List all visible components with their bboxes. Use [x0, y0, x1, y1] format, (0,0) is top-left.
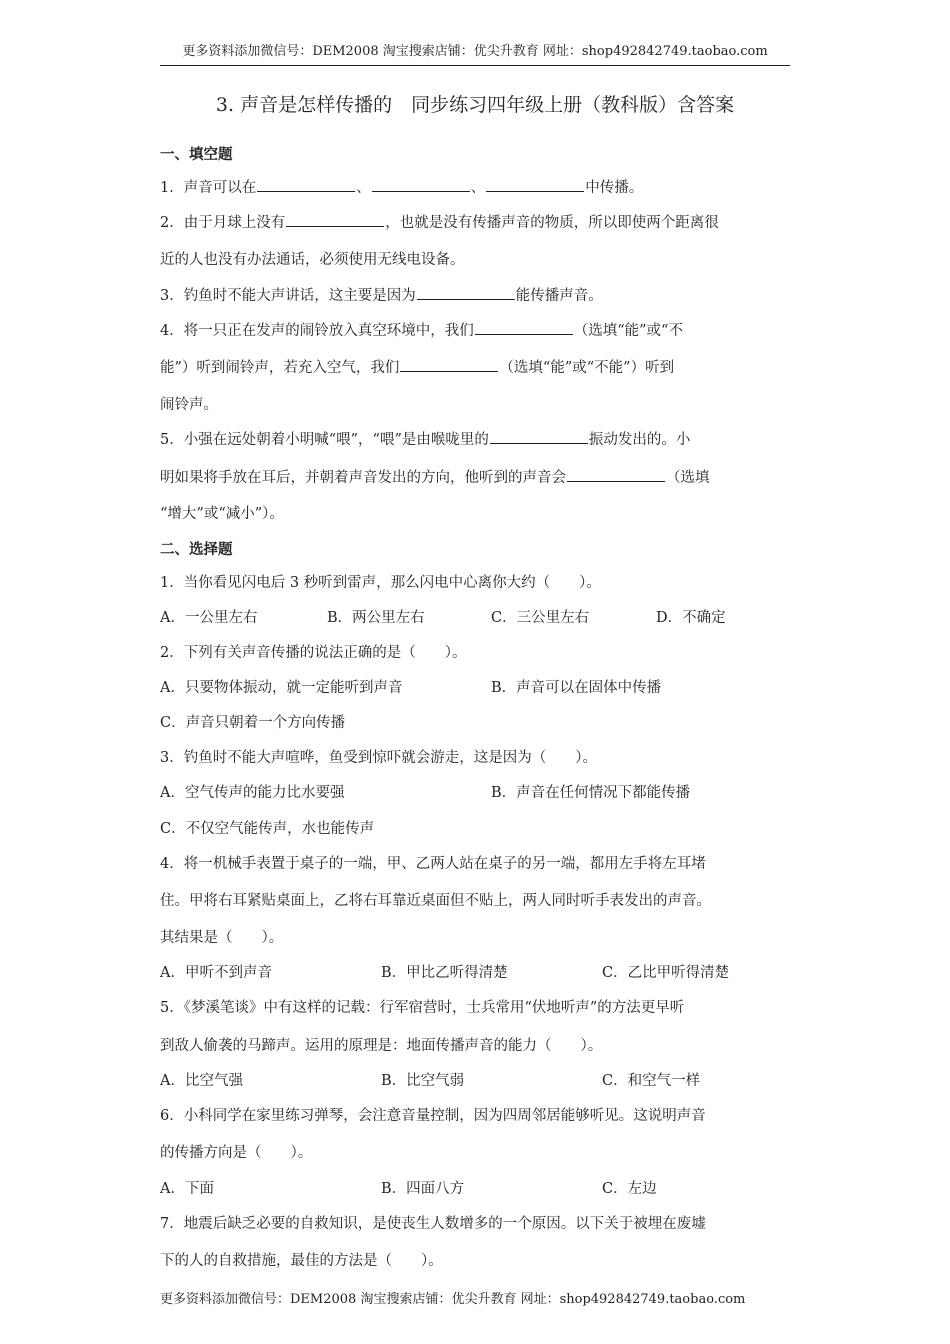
choice-4-option-c[interactable]: C．乙比甲听得清楚 [602, 965, 730, 981]
choice-5-option-b[interactable]: B．比空气弱 [381, 1073, 465, 1089]
q-text: 中传播。 [585, 180, 644, 196]
fill-question-2 [160, 211, 719, 232]
q-text: 、 [356, 180, 371, 196]
fill-question-1 [160, 176, 643, 197]
choice-6-option-b[interactable]: B．四面八方 [381, 1181, 465, 1197]
choice-2-option-a[interactable]: A．只要物体振动，就一定能听到声音 [160, 680, 403, 696]
choice-3-option-a[interactable]: A．空气传声的能力比水要强 [160, 785, 345, 801]
choice-question-4-end: 其结果是（ ）。 [160, 930, 284, 946]
choice-1-option-b[interactable]: B．两公里左右 [327, 610, 425, 626]
choice-1-option-c[interactable]: C．三公里左右 [491, 610, 590, 626]
q-text: 能”）听到闹铃声，若充入空气，我们 [160, 360, 400, 376]
choice-4-option-a[interactable]: A．甲听不到声音 [160, 965, 272, 981]
choice-question-2: 2．下列有关声音传播的说法正确的是（ ）。 [160, 645, 467, 661]
section-fill-in-blank-heading: 一、填空题 [160, 147, 233, 163]
answer-blank[interactable] [400, 357, 498, 372]
section-multiple-choice-heading: 二、选择题 [160, 542, 233, 558]
answer-blank[interactable] [286, 212, 384, 227]
choice-1-option-a[interactable]: A．一公里左右 [160, 610, 258, 626]
choice-3-option-b[interactable]: B．声音在任何情况下都能传播 [491, 785, 691, 801]
fill-question-4 [160, 319, 683, 340]
choice-5-option-a[interactable]: A．比空气强 [160, 1073, 243, 1089]
page-header: 更多资料添加微信号：DEM2008 淘宝搜索店铺：优尖升教育 网址：shop492842749.taobao.com [160, 40, 790, 66]
choice-question-7-cont: 下的人的自救措施，最佳的方法是（ ）。 [160, 1253, 443, 1269]
q-text: （选填 [666, 470, 710, 486]
choice-question-6: 6．小科同学在家里练习弹琴，会注意音量控制，因为四周邻居能够听见。这说明声音 [160, 1108, 706, 1124]
answer-blank[interactable] [475, 320, 573, 335]
fill-question-4-cont [160, 356, 674, 377]
answer-blank[interactable] [257, 177, 355, 192]
q-text: 振动发出的。小 [588, 432, 691, 448]
q-text: （选填“能”或“不 [573, 323, 683, 339]
choice-question-7: 7．地震后缺乏必要的自救知识，是使丧生人数增多的一个原因。以下关于被埋在废墟 [160, 1216, 706, 1232]
q-text: （选填“能”或“不能”）听到 [499, 360, 675, 376]
fill-question-5 [160, 428, 690, 449]
choice-question-4-cont: 住。甲将右耳紧贴桌面上，乙将右耳靠近桌面但不贴上，两人同时听手表发出的声音。 [160, 893, 711, 909]
answer-blank[interactable] [567, 467, 665, 482]
choice-question-5-cont: 到敌人偷袭的马蹄声。运用的原理是：地面传播声音的能力（ ）。 [160, 1038, 603, 1054]
choice-1-option-d[interactable]: D．不确定 [656, 610, 726, 626]
choice-question-4: 4．将一机械手表置于桌子的一端，甲、乙两人站在桌子的另一端，都用左手将左耳堵 [160, 856, 706, 872]
fill-question-5-cont [160, 466, 710, 487]
fill-question-5-end: “增大”或“减小”）。 [160, 506, 284, 522]
choice-question-1: 1．当你看见闪电后 3 秒听到雷声，那么闪电中心离你大约（ ）。 [160, 575, 601, 591]
answer-blank[interactable] [486, 177, 584, 192]
choice-question-5: 5．《梦溪笔谈》中有这样的记载：行军宿营时，士兵常用“伏地听声”的方法更早听 [160, 1000, 685, 1016]
fill-question-2-cont: 近的人也没有办法通话，必须使用无线电设备。 [160, 252, 465, 268]
choice-question-3: 3．钓鱼时不能大声喧哗，鱼受到惊吓就会游走，这是因为（ ）。 [160, 750, 597, 766]
page-footer: 更多资料添加微信号：DEM2008 淘宝搜索店铺：优尖升教育 网址：shop492842749.taobao.com [160, 1292, 746, 1307]
q-text: 1．声音可以在 [160, 180, 257, 196]
q-text: ，也就是没有传播声音的物质，所以即使两个距离很 [385, 215, 719, 231]
q-text: 、 [470, 180, 486, 196]
choice-3-option-c[interactable]: C．不仅空气能传声，水也能传声 [160, 821, 375, 837]
answer-blank[interactable] [372, 177, 470, 192]
choice-6-option-a[interactable]: A．下面 [160, 1181, 214, 1197]
fill-question-3 [160, 284, 603, 305]
choice-question-6-cont: 的传播方向是（ ）。 [160, 1145, 313, 1161]
answer-blank[interactable] [417, 285, 515, 300]
choice-4-option-b[interactable]: B．甲比乙听得清楚 [381, 965, 508, 981]
choice-2-option-c[interactable]: C．声音只朝着一个方向传播 [160, 715, 346, 731]
choice-6-option-c[interactable]: C．左边 [602, 1181, 657, 1197]
q-text: 能传播声音。 [515, 288, 603, 304]
q-text: 明如果将手放在耳后，并朝着声音发出的方向，他听到的声音会 [160, 470, 566, 486]
q-text: 3．钓鱼时不能大声讲话，这主要是因为 [160, 288, 416, 304]
choice-2-option-b[interactable]: B．声音可以在固体中传播 [491, 680, 662, 696]
fill-question-4-end: 闹铃声。 [160, 397, 218, 413]
document-title: 3. 声音是怎样传播的 同步练习四年级上册（教科版）含答案 [215, 94, 735, 116]
q-text: 5．小强在远处朝着小明喊“喂”，“喂”是由喉咙里的 [160, 432, 489, 448]
q-text: 2．由于月球上没有 [160, 215, 286, 231]
answer-blank[interactable] [490, 429, 588, 444]
q-text: 4．将一只正在发声的闹铃放入真空环境中，我们 [160, 323, 474, 339]
choice-5-option-c[interactable]: C．和空气一样 [602, 1073, 701, 1089]
